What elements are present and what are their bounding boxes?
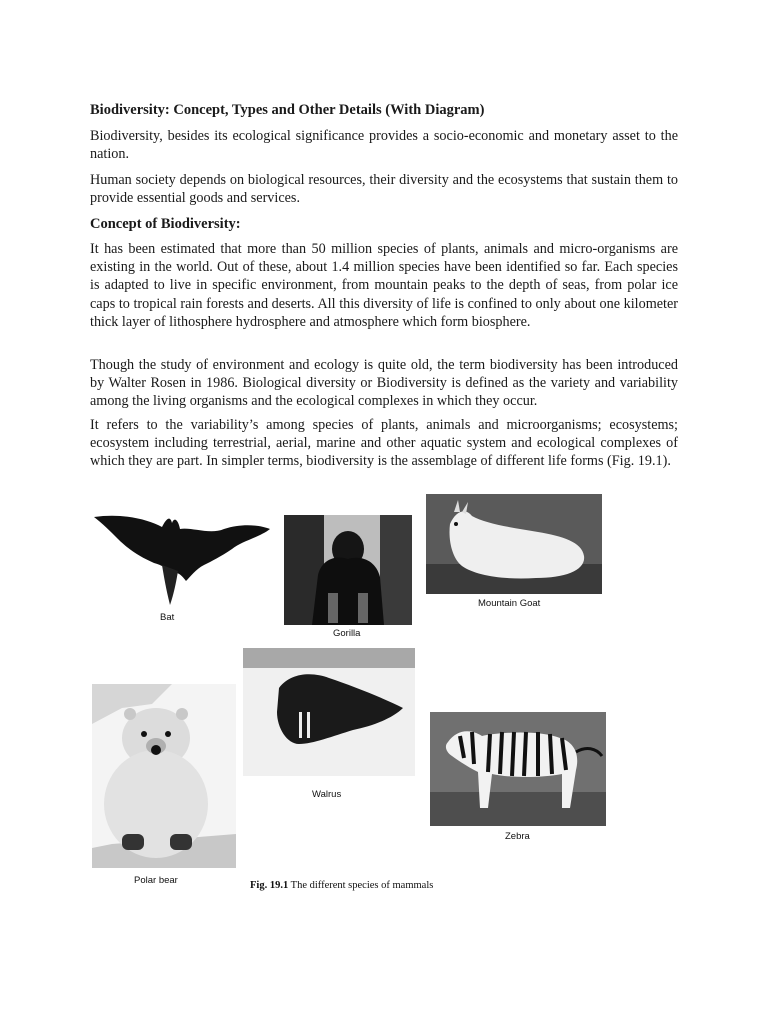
polar-bear-image: [92, 684, 236, 868]
gorilla-image: [284, 515, 412, 625]
gorilla-caption: Gorilla: [333, 628, 361, 639]
concept-paragraph-2: Though the study of environment and ecology is quite old, the term biodiversity has been introduced by Walter Rosen in 1986. Biological diversity or Biodiversity is defined as the variety and variability among the living organisms and the ecological complexes in which they occur.: [90, 357, 678, 410]
zebra-image: [430, 712, 606, 826]
mountain-goat-image: [426, 494, 602, 594]
walrus-caption: Walrus: [312, 789, 342, 800]
concept-paragraph-1: It has been estimated that more than 50 million species of plants, animals and micro-organisms are existing in the world. Out of these, about 1.4 million species have been identified so far. Each species is adapted to live in specific environment, from mountain peaks to the depth of seas, from polar ice caps to tropical rain forests and deserts. All this diversity of life is confined to only about one kilometer thick layer of lithosphere hydrosphere and atmosphere which form biosphere.: [90, 241, 678, 330]
bat-caption: Bat: [160, 612, 175, 623]
intro-paragraph-2: Human society depends on biological resources, their diversity and the ecosystems that sustain them to provide essential goods and services.: [90, 172, 678, 207]
intro-paragraph-1: Biodiversity, besides its ecological significance provides a socio-economic and monetary asset to the nation.: [90, 128, 678, 163]
figure-number: Fig. 19.1: [250, 880, 289, 891]
concept-paragraph-3: It refers to the variability’s among species of plants, animals and microorganisms; ecosystems; ecosystem including terrestrial, aerial, marine and other aquatic system and ecological complexes of which they are part. In simpler terms, biodiversity is the assemblage of different life forms (Fig. 19.1).: [90, 417, 678, 470]
figure-caption-text: The different species of mammals: [290, 880, 434, 891]
polar-bear-caption: Polar bear: [134, 875, 178, 886]
document-title: Biodiversity: Concept, Types and Other Details (With Diagram): [90, 102, 485, 118]
walrus-image: [243, 648, 415, 776]
bat-image: [92, 505, 272, 610]
zebra-caption: Zebra: [505, 831, 530, 842]
section-heading: Concept of Biodiversity:: [90, 216, 241, 232]
figure-caption: [250, 880, 433, 891]
mountain-goat-caption: Mountain Goat: [478, 598, 541, 609]
